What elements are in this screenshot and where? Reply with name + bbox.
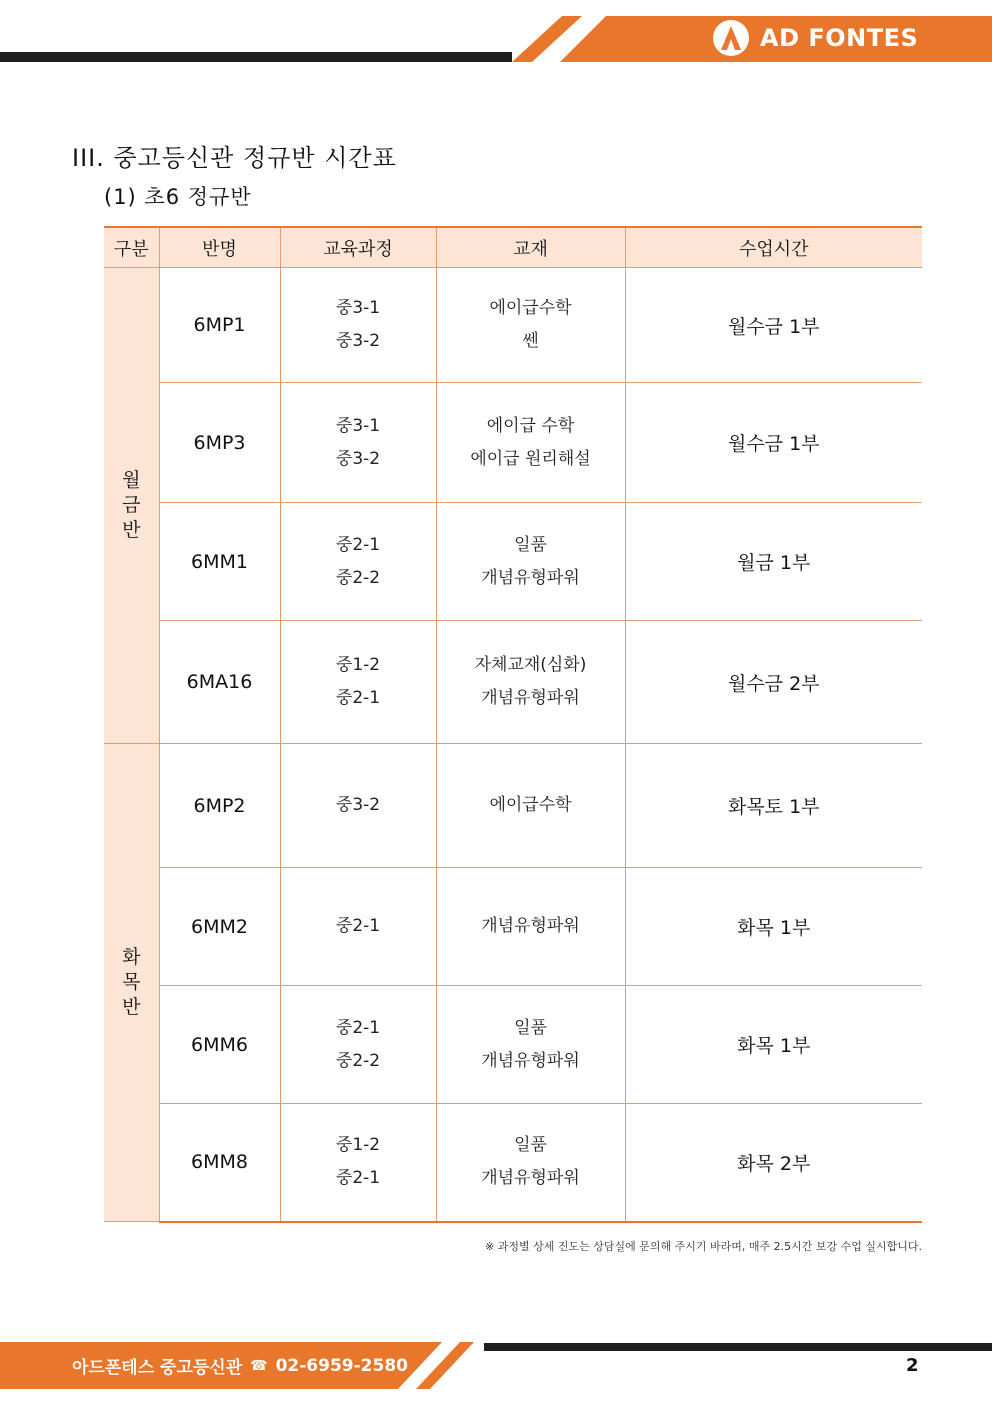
course-cell [280,268,436,383]
course-line: 중3-2 [335,795,381,815]
textbook-line: 에이급 수학 [486,415,575,436]
header-textbook: 교재 [436,227,625,268]
textbook-line: 일품 [514,534,547,555]
class-name: 6MM8 [159,1104,280,1222]
header-class-name: 반명 [159,227,280,268]
class-name: 6MP1 [159,268,280,383]
table-row [104,503,922,621]
course-line: 중3-1 [335,298,381,318]
group-label-mon-fri: 월 금 반 [104,268,159,744]
brand-logo [712,19,918,57]
table-row [104,268,922,383]
course-line: 중3-2 [335,448,381,469]
class-time: 화목 1부 [625,868,922,986]
schedule-table [104,226,922,1223]
course-line: 중2-2 [335,1050,381,1071]
course-cell [280,1104,436,1222]
textbook-cell [436,268,625,383]
course-line: 중1-2 [335,1135,381,1156]
textbook-line: 개념유형파워 [481,1168,580,1189]
footer-phone: 02-6959-2580 [275,1355,408,1376]
footer-contact [72,1353,408,1378]
course-line: 중2-1 [335,1168,381,1189]
course-cell [280,986,436,1104]
class-name: 6MP2 [159,744,280,868]
textbook-line: 쎈 [522,331,539,351]
course-line: 중2-1 [335,916,381,936]
course-line: 중2-2 [335,567,381,588]
course-cell [280,868,436,986]
textbook-line: 개념유형파워 [481,688,580,708]
textbook-line: 개념유형파워 [481,567,580,588]
class-time: 월수금 1부 [625,383,922,503]
table-row [104,868,922,986]
textbook-cell [436,868,625,986]
class-time: 월금 1부 [625,503,922,621]
table-row [104,1104,922,1222]
brand-name: AD FONTES [760,24,919,52]
course-line: 중2-1 [335,1017,381,1038]
class-name: 6MM1 [159,503,280,621]
textbook-cell [436,503,625,621]
table-row [104,744,922,868]
course-line: 중3-1 [335,415,381,436]
class-time: 화목 1부 [625,986,922,1104]
course-line: 중3-2 [335,331,381,351]
phone-icon: ☎ [250,1357,268,1374]
course-cell [280,744,436,868]
course-line: 중1-2 [335,655,381,675]
class-name: 6MM2 [159,868,280,986]
course-cell [280,621,436,744]
header-course: 교육과정 [280,227,436,268]
header-class-time: 수업시간 [625,227,922,268]
textbook-line: 에이급수학 [489,298,572,318]
textbook-cell [436,744,625,868]
textbook-line: 개념유형파워 [481,916,580,936]
course-line: 중2-1 [335,534,381,555]
textbook-line: 일품 [514,1017,547,1038]
textbook-cell [436,1104,625,1222]
textbook-line: 개념유형파워 [481,1050,580,1071]
textbook-line: 자체교재(심화) [474,655,587,675]
course-cell [280,503,436,621]
textbook-line: 일품 [514,1135,547,1156]
class-time: 화목토 1부 [625,744,922,868]
textbook-cell [436,383,625,503]
subsection-title: (1) 초6 정규반 [104,185,252,209]
class-name: 6MM6 [159,986,280,1104]
brand-logo-icon [712,19,750,57]
table-row [104,383,922,503]
class-name: 6MA16 [159,621,280,744]
table-row [104,986,922,1104]
textbook-line: 에이급 원리해설 [470,448,591,469]
textbook-cell [436,986,625,1104]
class-time: 화목 2부 [625,1104,922,1222]
textbook-line: 에이급수학 [489,795,572,815]
table-row [104,621,922,744]
section-title: III. 중고등신관 정규반 시간표 [72,144,397,172]
course-line: 중2-1 [335,688,381,708]
group-label-tue-thu: 화 목 반 [104,744,159,1222]
footnote: ※ 과정별 상세 진도는 상담실에 문의해 주시기 바라며, 매주 2.5시간 보강 수업 실시합니다. [485,1240,922,1253]
footer-org-name: 아드폰테스 중고등신관 [72,1358,243,1378]
table-header-row [104,227,922,268]
header-category: 구분 [104,227,159,268]
class-time: 월수금 1부 [625,268,922,383]
class-name: 6MP3 [159,383,280,503]
course-cell [280,383,436,503]
page-number: 2 [906,1355,919,1376]
class-time: 월수금 2부 [625,621,922,744]
textbook-cell [436,621,625,744]
